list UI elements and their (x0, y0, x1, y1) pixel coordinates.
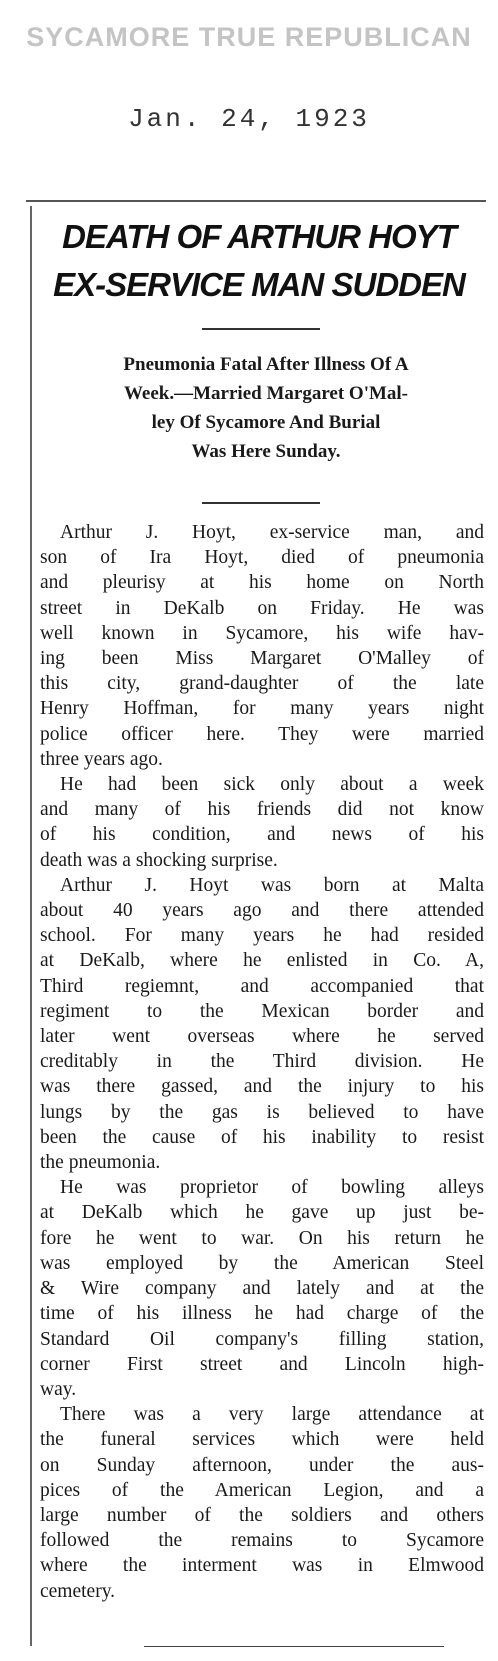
body-line: was employed by the American Steel (40, 1252, 484, 1274)
body-line: this city, grand-daughter of the late (40, 673, 484, 695)
body-line: He had been sick only about a week (60, 774, 484, 796)
body-line: the funeral services which were held (40, 1429, 484, 1451)
body-line: at DeKalb, where he enlisted in Co. A, (40, 950, 484, 972)
body-line: creditably in the Third division. He (40, 1051, 484, 1073)
body-line: ing been Miss Margaret O'Malley of (40, 648, 484, 670)
body-line: three years ago. (40, 748, 163, 770)
closing-rule (144, 1646, 444, 1647)
body-line: He was proprietor of bowling alleys (60, 1177, 484, 1199)
body-line: time of his illness he had charge of the (40, 1303, 484, 1325)
body-line: cemetery. (40, 1580, 116, 1602)
body-line: and pleurisy at his home on North (40, 572, 484, 594)
body-line: followed the remains to Sycamore (40, 1530, 484, 1552)
headline-line-1: DEATH OF ARTHUR HOYT (62, 218, 456, 255)
body-line: large number of the soldiers and others (40, 1504, 484, 1526)
newspaper-masthead: SYCAMORE TRUE REPUBLICAN (26, 22, 472, 52)
deck-divider (202, 502, 320, 504)
body-line: was there gassed, and the injury to his (40, 1076, 484, 1098)
body-line: There was a very large attendance at (60, 1404, 484, 1426)
deck-line: Pneumonia Fatal After Illness Of A (123, 354, 409, 375)
body-line: been the cause of his inability to resist (40, 1126, 484, 1148)
deck-line: Week.—Married Margaret O'Mal- (123, 383, 409, 404)
body-line: on Sunday afternoon, under the aus- (40, 1454, 484, 1476)
body-line: son of Ira Hoyt, died of pneumonia (40, 547, 484, 569)
article-clipping (26, 200, 486, 1652)
body-line: police officer here. They were married (40, 723, 484, 745)
body-line: well known in Sycamore, his wife hav- (40, 622, 484, 644)
article-deck (50, 350, 482, 466)
headline-divider (202, 328, 320, 330)
body-line: about 40 years ago and there attended (40, 900, 484, 922)
body-line: of his condition, and news of his (40, 824, 484, 846)
body-line: the pneumonia. (40, 1152, 161, 1174)
body-line: and many of his friends did not know (40, 799, 484, 821)
body-line: fore he went to war. On his return he (40, 1227, 484, 1249)
headline-line-2: EX-SERVICE MAN SUDDEN (53, 266, 465, 303)
body-line: regiment to the Mexican border and (40, 1000, 484, 1022)
body-line: at DeKalb which he gave up just be- (40, 1202, 484, 1224)
body-line: Arthur J. Hoyt was born at Malta (60, 874, 484, 896)
body-line: street in DeKalb on Friday. He was (40, 597, 484, 619)
body-line: school. For many years he had resided (40, 925, 484, 947)
body-line: Third regiemnt, and accompanied that (40, 975, 484, 997)
body-line: lungs by the gas is believed to have (40, 1101, 484, 1123)
deck-line: ley Of Sycamore And Burial (151, 412, 381, 433)
body-line: Standard Oil company's filling station, (40, 1328, 484, 1350)
body-line: way. (40, 1378, 77, 1400)
column-rule (30, 206, 32, 1646)
body-line: death was a shocking surprise. (40, 849, 278, 871)
body-line: Arthur J. Hoyt, ex-service man, and (60, 522, 484, 543)
body-line: & Wire company and lately and at the (40, 1278, 484, 1300)
body-line: Henry Hoffman, for many years night (40, 698, 484, 720)
body-line: where the interment was in Elmwood (40, 1555, 484, 1577)
body-line: corner First street and Lincoln high- (40, 1353, 484, 1375)
body-line: pices of the American Legion, and a (40, 1479, 484, 1501)
body-line: later went overseas where he served (40, 1026, 484, 1048)
deck-line: Was Here Sunday. (191, 441, 341, 462)
article-body (40, 520, 484, 1604)
publication-date: Jan. 24, 1923 (128, 104, 370, 134)
